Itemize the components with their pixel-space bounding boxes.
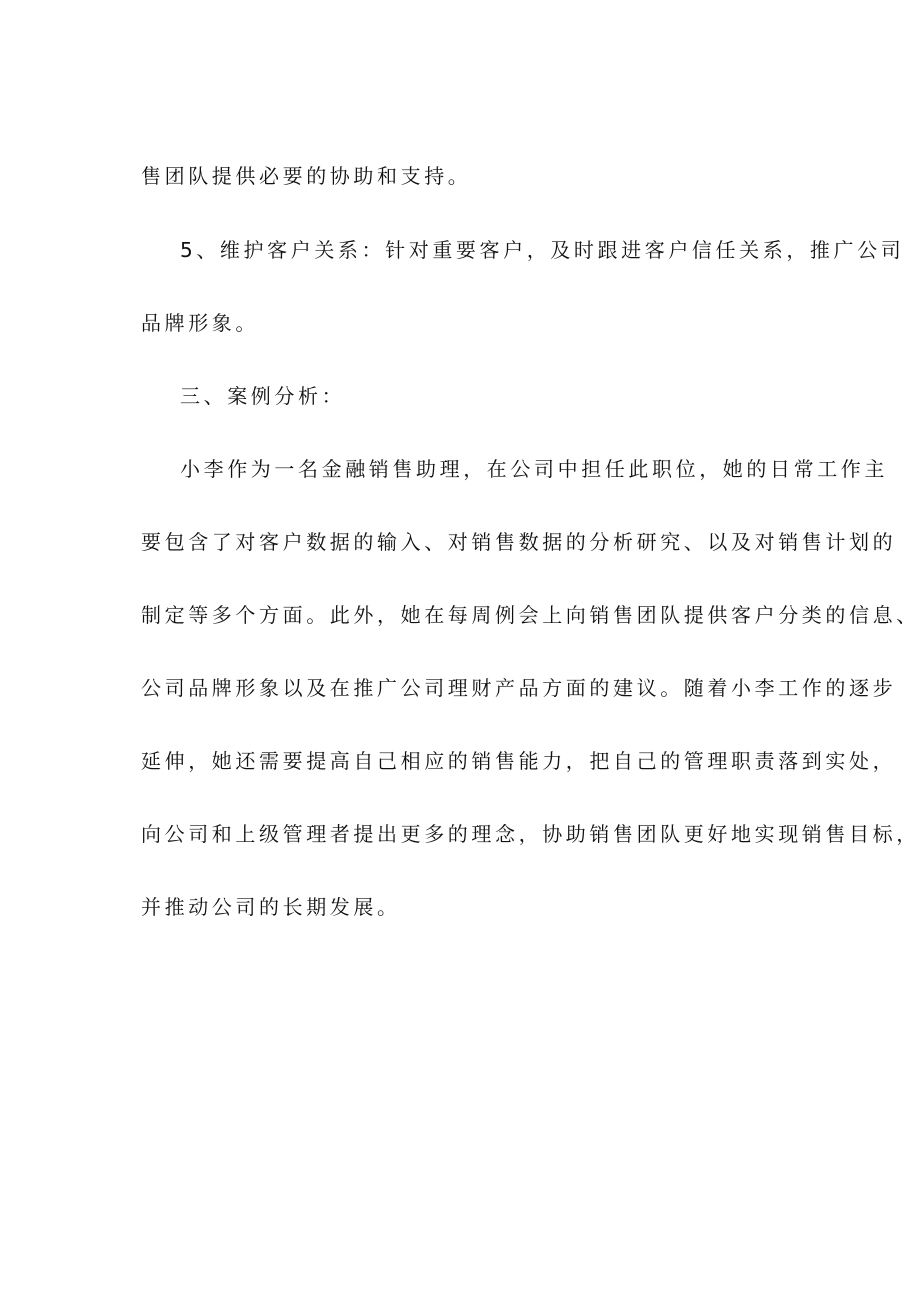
text-line-item-5: 5、维护客户关系：针对重要客户，及时跟进客户信任关系，推广公司 (180, 238, 905, 262)
paragraph-line: 要包含了对客户数据的输入、对销售数据的分析研究、以及对销售计划的 (141, 530, 897, 554)
text-line-continuation: 品牌形象。 (141, 311, 259, 335)
paragraph-line: 延伸，她还需要提高自己相应的销售能力，把自己的管理职责落到实处， (141, 749, 897, 773)
paragraph-line: 向公司和上级管理者提出更多的理念，协助销售团队更好地实现销售目标， (141, 822, 920, 846)
paragraph-line: 公司品牌形象以及在推广公司理财产品方面的建议。随着小李工作的逐步 (141, 676, 897, 700)
paragraph-line: 小李作为一名金融销售助理，在公司中担任此职位，她的日常工作主 (180, 457, 888, 481)
text-line-continuation: 售团队提供必要的协助和支持。 (141, 164, 472, 188)
paragraph-line: 制定等多个方面。此外，她在每周例会上向销售团队提供客户分类的信息、 (141, 603, 920, 627)
section-heading: 三、案例分析： (180, 384, 346, 408)
paragraph-line: 并推动公司的长期发展。 (141, 895, 401, 919)
